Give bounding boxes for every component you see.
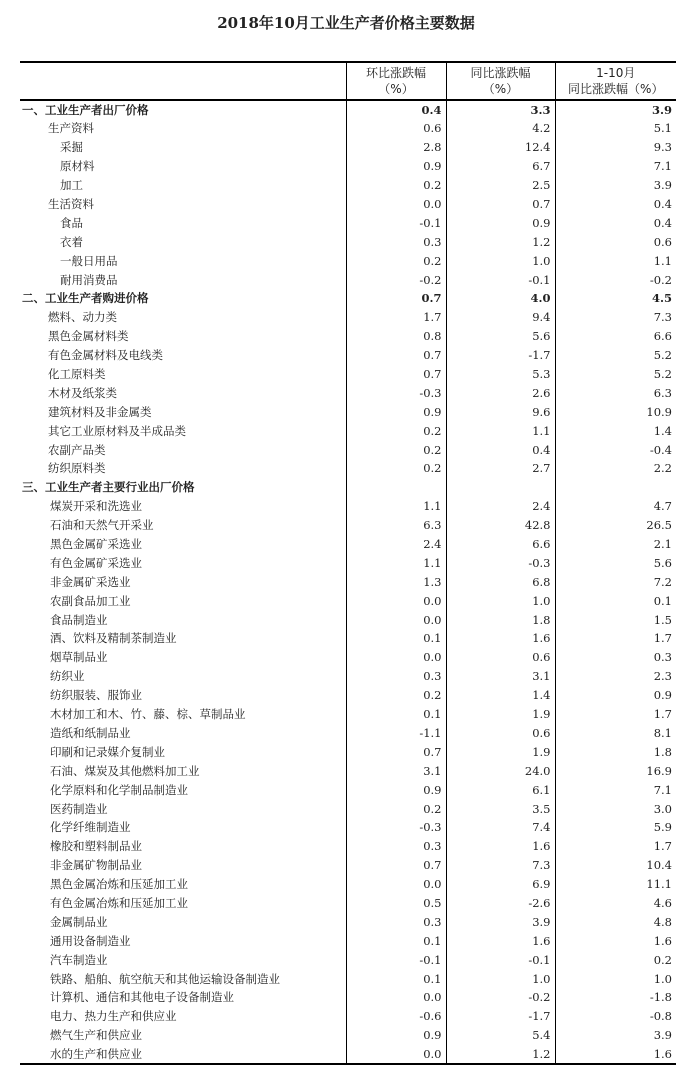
row-label: 燃气生产和供应业 — [50, 1028, 142, 1043]
table-row — [20, 894, 676, 913]
row-label: 食品制造业 — [50, 612, 108, 627]
row-label: 非金属矿采选业 — [50, 574, 131, 589]
row-ytd-value: 0.4 — [555, 213, 676, 232]
row-label: 生活资料 — [48, 197, 94, 211]
row-yoy-value: -0.1 — [446, 950, 555, 969]
row-label: 三、工业生产者主要行业出厂价格 — [22, 480, 195, 495]
row-ytd-value: 4.5 — [555, 289, 676, 308]
row-ytd-value: 0.3 — [555, 648, 676, 667]
row-mom-value: -0.1 — [346, 213, 446, 232]
row-mom-value: 0.0 — [346, 1045, 446, 1064]
table-row — [20, 516, 676, 535]
row-mom-value: 0.7 — [346, 742, 446, 761]
row-yoy-value: 24.0 — [446, 761, 555, 780]
row-label: 黑色金属冶炼和压延加工业 — [50, 877, 188, 892]
table-row — [20, 799, 676, 818]
table-row — [20, 553, 676, 572]
row-ytd-value: 1.7 — [555, 705, 676, 724]
row-ytd-value: 5.2 — [555, 346, 676, 365]
row-label: 医药制造业 — [50, 801, 108, 816]
row-label: 水的生产和供应业 — [20, 1045, 346, 1064]
row-yoy-value: -0.3 — [446, 553, 555, 572]
row-mom-value: 0.9 — [346, 780, 446, 799]
row-yoy-value: 6.6 — [446, 535, 555, 554]
row-ytd-value: 1.7 — [555, 629, 676, 648]
row-label: 木材加工和木、竹、藤、棕、草制品业 — [50, 707, 246, 722]
row-ytd-value: 0.4 — [555, 195, 676, 214]
row-ytd-value: 5.2 — [555, 365, 676, 384]
table-row — [20, 440, 676, 459]
row-ytd-value: 1.6 — [555, 1045, 676, 1064]
row-mom-value: 0.7 — [346, 365, 446, 384]
row-yoy-value: 7.4 — [446, 818, 555, 837]
table-row — [20, 572, 676, 591]
row-label: 耐用消费品 — [60, 272, 118, 287]
table-row — [20, 742, 676, 761]
row-mom-value: 0.1 — [346, 629, 446, 648]
table-header — [20, 62, 676, 100]
row-mom-value: 0.7 — [346, 856, 446, 875]
row-label: 纺织业 — [50, 669, 85, 684]
row-label: 电力、热力生产和供应业 — [50, 1009, 177, 1024]
row-label: 其它工业原材料及半成品类 — [48, 423, 186, 438]
row-yoy-value: -1.7 — [446, 346, 555, 365]
row-mom-value: 2.8 — [346, 138, 446, 157]
table-row — [20, 969, 676, 988]
table-row — [20, 912, 676, 931]
table-row — [20, 213, 676, 232]
row-mom-value: 0.2 — [346, 176, 446, 195]
row-yoy-value: 1.9 — [446, 705, 555, 724]
row-yoy-value: 1.0 — [446, 591, 555, 610]
table-row — [20, 402, 676, 421]
row-yoy-value: 5.4 — [446, 1026, 555, 1045]
row-ytd-value: 4.6 — [555, 894, 676, 913]
row-yoy-value: 12.4 — [446, 138, 555, 157]
row-yoy-value: 1.6 — [446, 837, 555, 856]
row-mom-value: 2.4 — [346, 535, 446, 554]
header-ytd — [555, 62, 676, 100]
row-yoy-value: 0.4 — [446, 440, 555, 459]
header-yoy-line2: （%） — [482, 82, 519, 96]
row-mom-value: 0.7 — [346, 346, 446, 365]
row-mom-value: 0.2 — [346, 440, 446, 459]
row-yoy-value: 1.8 — [446, 610, 555, 629]
row-label: 铁路、船舶、航空航天和其他运输设备制造业 — [50, 971, 280, 986]
table-row — [20, 138, 676, 157]
row-mom-value: 1.1 — [346, 553, 446, 572]
row-label: 建筑材料及非金属类 — [48, 404, 152, 419]
row-label: 石油和天然气开采业 — [50, 518, 154, 533]
row-mom-value: 0.7 — [346, 289, 446, 308]
row-yoy-value: 42.8 — [446, 516, 555, 535]
row-yoy-value: 2.5 — [446, 176, 555, 195]
row-label: 通用设备制造业 — [50, 933, 131, 948]
header-category — [20, 62, 346, 100]
row-label: 衣着 — [60, 234, 83, 249]
row-mom-value: 0.2 — [346, 421, 446, 440]
row-mom-value: 0.1 — [346, 705, 446, 724]
row-label: 烟草制品业 — [50, 650, 108, 665]
row-label: 有色金属冶炼和压延加工业 — [50, 895, 188, 910]
table-row — [20, 232, 676, 251]
row-ytd-value: 2.3 — [555, 667, 676, 686]
table-row — [20, 421, 676, 440]
row-ytd-value: 8.1 — [555, 724, 676, 743]
row-label: 加工 — [60, 178, 83, 193]
row-yoy-value: 0.7 — [446, 195, 555, 214]
row-ytd-value: 4.8 — [555, 912, 676, 931]
row-label: 酒、饮料及精制茶制造业 — [50, 631, 177, 646]
row-yoy-value: 2.6 — [446, 383, 555, 402]
row-label: 农副产品类 — [48, 442, 106, 457]
table-row — [20, 535, 676, 554]
row-label: 石油、煤炭及其他燃料加工业 — [50, 763, 200, 778]
row-ytd-value: 5.9 — [555, 818, 676, 837]
row-ytd-value: 1.8 — [555, 742, 676, 761]
row-label: 化工原料类 — [48, 367, 106, 382]
row-label: 化学纤维制造业 — [50, 820, 131, 835]
row-mom-value: -1.1 — [346, 724, 446, 743]
table-row — [20, 648, 676, 667]
table-row — [20, 988, 676, 1007]
row-label: 木材及纸浆类 — [48, 385, 117, 400]
row-yoy-value: 1.0 — [446, 251, 555, 270]
row-label: 采掘 — [60, 140, 83, 155]
row-label: 生产资料 — [48, 121, 94, 136]
row-label: 化学原料和化学制品制造业 — [50, 782, 188, 797]
table-row — [20, 100, 676, 119]
row-label: 橡胶和塑料制品业 — [50, 839, 142, 854]
row-label: 汽车制造业 — [50, 952, 108, 967]
row-yoy-value: 1.2 — [446, 232, 555, 251]
table-row — [20, 346, 676, 365]
row-ytd-value: 7.2 — [555, 572, 676, 591]
row-label: 计算机、通信和其他电子设备制造业 — [50, 990, 234, 1005]
row-yoy-value: -0.1 — [446, 270, 555, 289]
row-yoy-value: 2.7 — [446, 459, 555, 478]
row-ytd-value: 7.1 — [555, 780, 676, 799]
row-mom-value: 0.9 — [346, 157, 446, 176]
row-ytd-value: 1.5 — [555, 610, 676, 629]
table-row — [20, 686, 676, 705]
table-row — [20, 383, 676, 402]
row-mom-value: 0.3 — [346, 232, 446, 251]
row-yoy-value: 4.0 — [446, 289, 555, 308]
row-label: 食品 — [60, 215, 83, 230]
row-label: 造纸和纸制品业 — [50, 725, 131, 740]
table-row — [20, 327, 676, 346]
page-title: 2018年10月工业生产者价格主要数据 — [217, 14, 475, 32]
table-row — [20, 195, 676, 214]
header-yoy — [446, 62, 555, 100]
row-ytd-value: 1.6 — [555, 931, 676, 950]
table-row — [20, 270, 676, 289]
row-ytd-value: 4.7 — [555, 497, 676, 516]
row-yoy-value: 6.9 — [446, 875, 555, 894]
row-label: 纺织服装、服饰业 — [50, 688, 142, 703]
row-ytd-value: 7.1 — [555, 157, 676, 176]
row-yoy-value: -2.6 — [446, 894, 555, 913]
row-mom-value: 0.2 — [346, 459, 446, 478]
row-ytd-value: -0.2 — [555, 270, 676, 289]
row-mom-value: 1.3 — [346, 572, 446, 591]
row-mom-value: 0.0 — [346, 610, 446, 629]
table-row — [20, 705, 676, 724]
row-yoy-value: -1.7 — [446, 1007, 555, 1026]
row-yoy-value: 2.4 — [446, 497, 555, 516]
table-row — [20, 591, 676, 610]
row-label: 印刷和记录媒介复制业 — [50, 744, 165, 759]
table-row — [20, 119, 676, 138]
row-label: 有色金属矿采选业 — [50, 555, 142, 570]
row-yoy-value: 3.9 — [446, 912, 555, 931]
row-label: 一般日用品 — [60, 253, 118, 268]
row-yoy-value: 1.4 — [446, 686, 555, 705]
row-ytd-value: 0.9 — [555, 686, 676, 705]
row-ytd-value: 0.1 — [555, 591, 676, 610]
row-mom-value — [346, 478, 446, 497]
row-ytd-value: 1.0 — [555, 969, 676, 988]
row-ytd-value — [555, 478, 676, 497]
header-row — [20, 62, 676, 100]
header-ytd-line1: 1-10月 — [596, 66, 636, 80]
row-mom-value: -0.3 — [346, 383, 446, 402]
row-ytd-value: 7.3 — [555, 308, 676, 327]
row-mom-value: 0.2 — [346, 251, 446, 270]
row-mom-value: 0.4 — [346, 100, 446, 119]
table-row — [20, 1045, 676, 1064]
row-label: 煤炭开采和洗选业 — [50, 499, 142, 514]
row-mom-value: 0.9 — [346, 1026, 446, 1045]
row-yoy-value: 9.6 — [446, 402, 555, 421]
row-yoy-value: 1.6 — [446, 629, 555, 648]
table-row — [20, 251, 676, 270]
row-mom-value: 0.2 — [346, 799, 446, 818]
table-row — [20, 1026, 676, 1045]
row-yoy-value: -0.2 — [446, 988, 555, 1007]
table-row — [20, 289, 676, 308]
table-row — [20, 931, 676, 950]
row-yoy-value: 0.6 — [446, 648, 555, 667]
row-yoy-value: 4.2 — [446, 119, 555, 138]
row-mom-value: 0.1 — [346, 931, 446, 950]
table-row — [20, 761, 676, 780]
row-yoy-value: 6.7 — [446, 157, 555, 176]
row-mom-value: -0.2 — [346, 270, 446, 289]
table-row — [20, 780, 676, 799]
table-row — [20, 629, 676, 648]
table-row — [20, 1007, 676, 1026]
row-ytd-value: 3.9 — [555, 1026, 676, 1045]
row-ytd-value: 1.7 — [555, 837, 676, 856]
row-yoy-value: 5.6 — [446, 327, 555, 346]
table-row — [20, 950, 676, 969]
row-ytd-value: -0.8 — [555, 1007, 676, 1026]
row-mom-value: 1.1 — [346, 497, 446, 516]
table-row — [20, 365, 676, 384]
row-label: 燃料、动力类 — [48, 310, 117, 325]
row-mom-value: 1.7 — [346, 308, 446, 327]
header-mom-line2: （%） — [378, 82, 414, 96]
row-label: 一、工业生产者出厂价格 — [22, 103, 149, 117]
row-mom-value: 0.0 — [346, 591, 446, 610]
row-mom-value: 0.5 — [346, 894, 446, 913]
row-ytd-value: 11.1 — [555, 875, 676, 894]
row-mom-value: 0.3 — [346, 912, 446, 931]
table-row — [20, 724, 676, 743]
table-row — [20, 818, 676, 837]
row-ytd-value: -0.4 — [555, 440, 676, 459]
price-data-table — [20, 61, 676, 1065]
row-yoy-value: 1.1 — [446, 421, 555, 440]
table-row — [20, 610, 676, 629]
row-yoy-value: 1.9 — [446, 742, 555, 761]
row-yoy-value: 1.2 — [446, 1045, 555, 1064]
row-yoy-value: 0.9 — [446, 213, 555, 232]
table-body — [20, 100, 676, 1064]
row-ytd-value: 1.1 — [555, 251, 676, 270]
row-yoy-value: 3.3 — [446, 100, 555, 119]
row-ytd-value: 10.9 — [555, 402, 676, 421]
row-mom-value: 0.0 — [346, 988, 446, 1007]
table-row — [20, 478, 676, 497]
row-ytd-value: 26.5 — [555, 516, 676, 535]
row-yoy-value: 5.3 — [446, 365, 555, 384]
row-ytd-value: 3.9 — [555, 100, 676, 119]
row-mom-value: 0.3 — [346, 837, 446, 856]
row-yoy-value: 6.1 — [446, 780, 555, 799]
table-row — [20, 459, 676, 478]
row-label: 黑色金属矿采选业 — [50, 537, 142, 552]
row-mom-value: 0.0 — [346, 875, 446, 894]
row-mom-value: -0.3 — [346, 818, 446, 837]
table-row — [20, 497, 676, 516]
row-mom-value: 0.1 — [346, 969, 446, 988]
table-row — [20, 837, 676, 856]
row-yoy-value: 3.1 — [446, 667, 555, 686]
header-mom — [346, 62, 446, 100]
row-label: 纺织原料类 — [48, 461, 106, 476]
table-row — [20, 157, 676, 176]
row-label: 非金属矿物制品业 — [50, 858, 142, 873]
row-mom-value: 0.6 — [346, 119, 446, 138]
row-label: 农副食品加工业 — [50, 593, 131, 608]
table-row — [20, 856, 676, 875]
row-ytd-value: 10.4 — [555, 856, 676, 875]
row-ytd-value: 16.9 — [555, 761, 676, 780]
table-row — [20, 667, 676, 686]
row-ytd-value: 2.2 — [555, 459, 676, 478]
row-mom-value: 6.3 — [346, 516, 446, 535]
row-mom-value: 0.8 — [346, 327, 446, 346]
row-mom-value: 0.2 — [346, 686, 446, 705]
row-mom-value: 3.1 — [346, 761, 446, 780]
header-ytd-line2: 同比涨跌幅（%） — [568, 82, 664, 96]
row-yoy-value: 7.3 — [446, 856, 555, 875]
row-ytd-value: 3.9 — [555, 176, 676, 195]
row-ytd-value: 0.6 — [555, 232, 676, 251]
row-label: 有色金属材料及电线类 — [48, 348, 163, 363]
row-ytd-value: 6.3 — [555, 383, 676, 402]
row-yoy-value: 6.8 — [446, 572, 555, 591]
row-yoy-value: 1.6 — [446, 931, 555, 950]
row-ytd-value: 1.4 — [555, 421, 676, 440]
row-ytd-value: 2.1 — [555, 535, 676, 554]
row-mom-value: 0.3 — [346, 667, 446, 686]
row-ytd-value: 6.6 — [555, 327, 676, 346]
row-label: 原材料 — [60, 159, 95, 174]
row-ytd-value: 3.0 — [555, 799, 676, 818]
header-mom-line1: 环比涨跌幅 — [365, 66, 426, 80]
row-ytd-value: -1.8 — [555, 988, 676, 1007]
row-yoy-value — [446, 478, 555, 497]
row-yoy-value: 9.4 — [446, 308, 555, 327]
row-yoy-value: 0.6 — [446, 724, 555, 743]
row-label: 金属制品业 — [50, 914, 108, 929]
table-row — [20, 875, 676, 894]
row-ytd-value: 9.3 — [555, 138, 676, 157]
row-mom-value: 0.9 — [346, 402, 446, 421]
row-yoy-value: 3.5 — [446, 799, 555, 818]
row-mom-value: 0.0 — [346, 648, 446, 667]
row-label: 二、工业生产者购进价格 — [22, 291, 149, 306]
row-ytd-value: 0.2 — [555, 950, 676, 969]
table-row — [20, 308, 676, 327]
table-row — [20, 176, 676, 195]
header-yoy-line1: 同比涨跌幅 — [470, 66, 531, 80]
row-mom-value: 0.0 — [346, 195, 446, 214]
row-yoy-value: 1.0 — [446, 969, 555, 988]
row-mom-value: -0.1 — [346, 950, 446, 969]
row-ytd-value: 5.1 — [555, 119, 676, 138]
row-label: 黑色金属材料类 — [48, 329, 129, 344]
row-mom-value: -0.6 — [346, 1007, 446, 1026]
row-ytd-value: 5.6 — [555, 553, 676, 572]
